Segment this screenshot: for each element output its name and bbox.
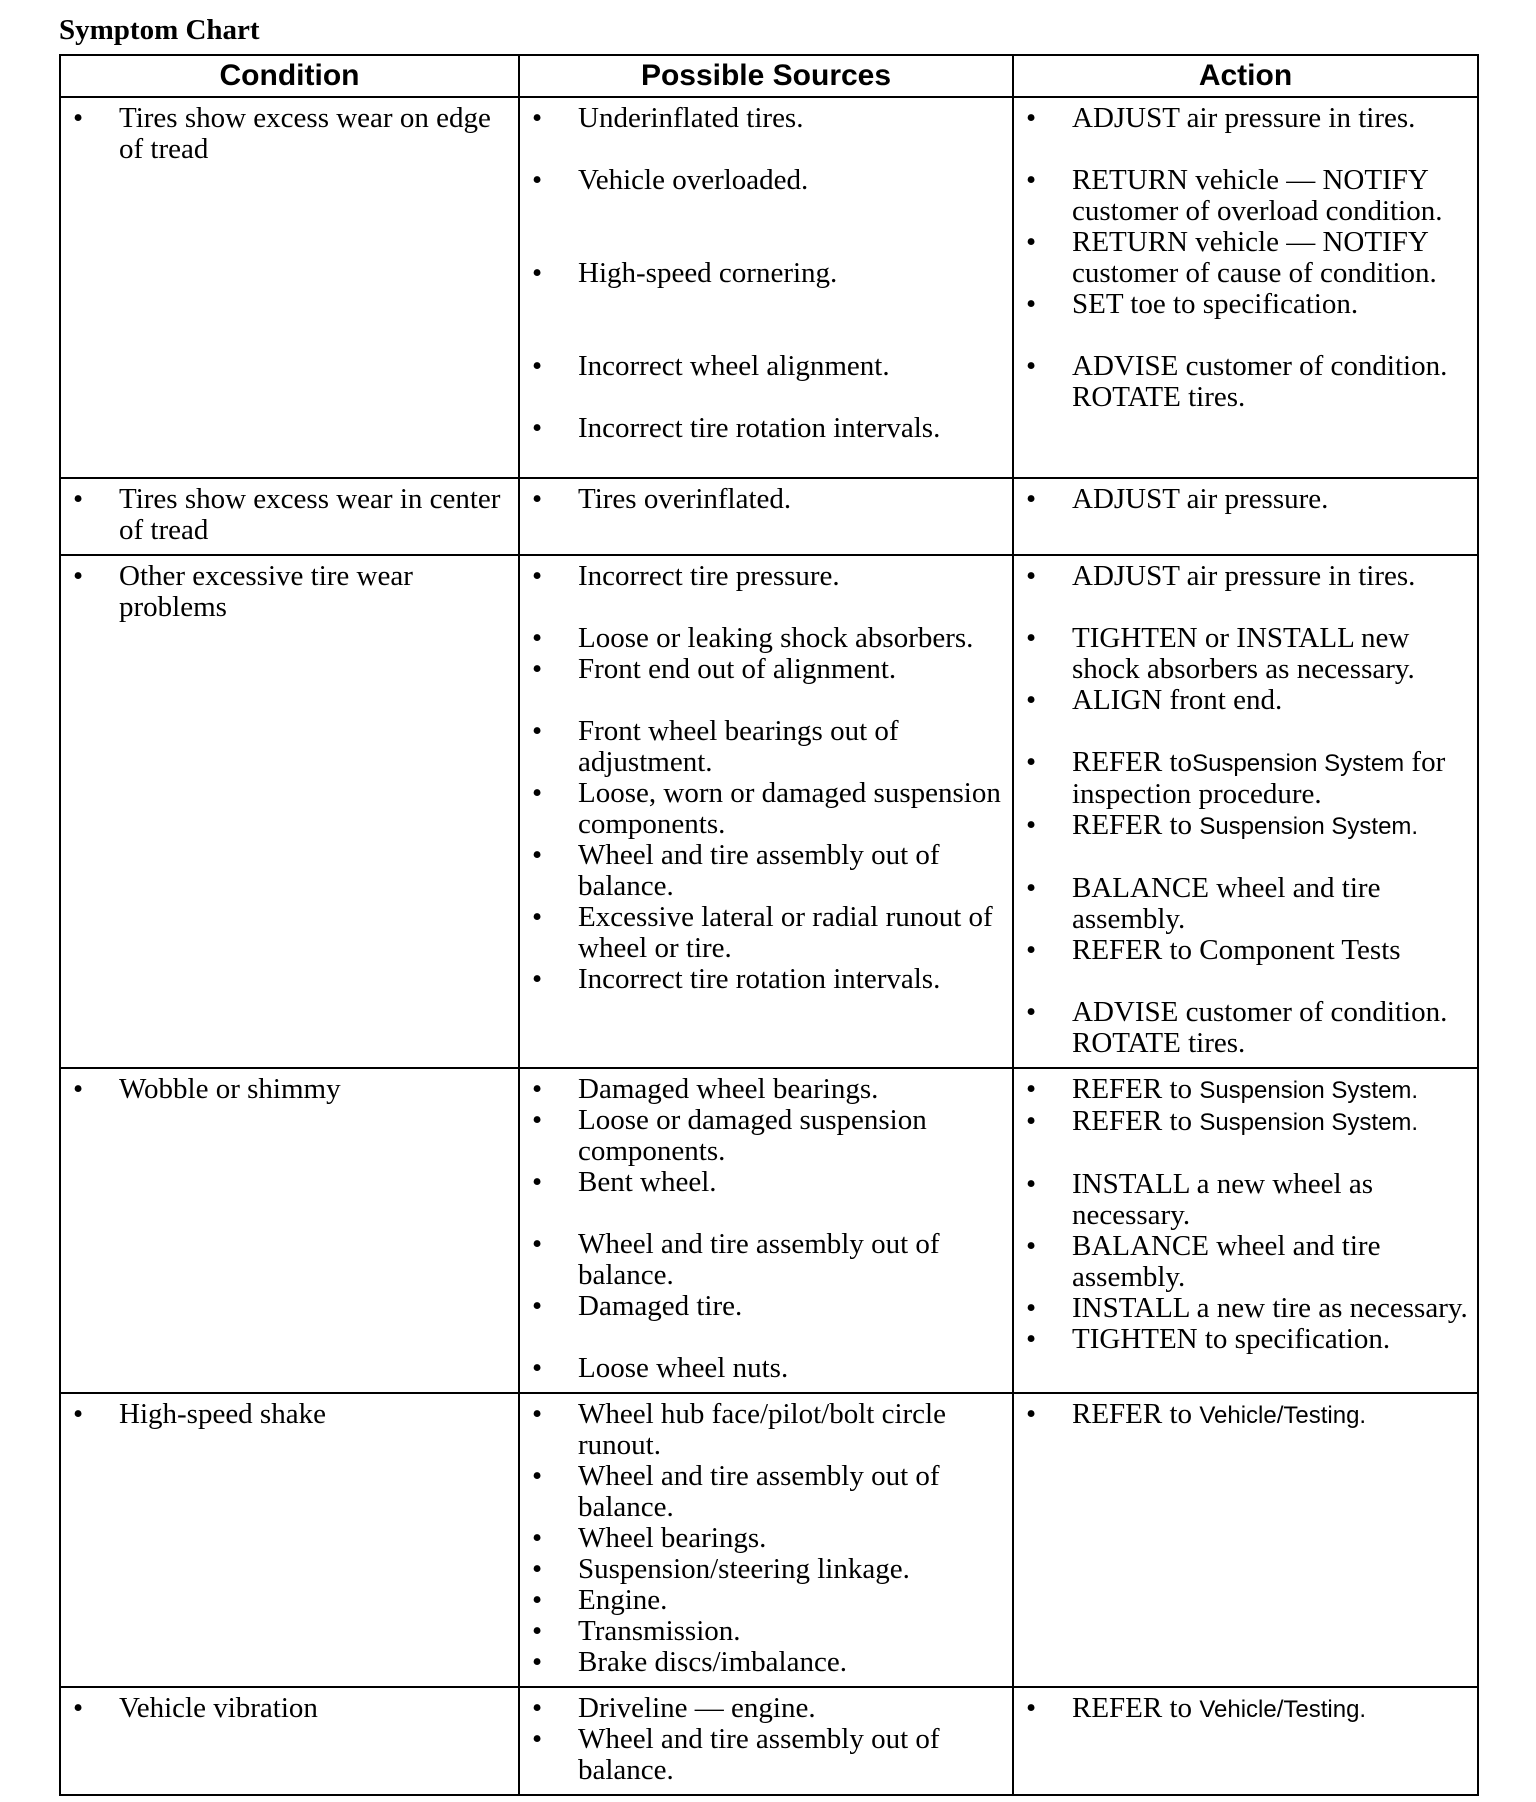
source-item: • Damaged tire. [532, 1291, 1004, 1322]
action-text: REFER to [1072, 1692, 1193, 1724]
sources-cell [519, 478, 1013, 555]
action-item: • INSTALL a new wheel as necessary. [1026, 1169, 1469, 1231]
action-cell [1013, 1393, 1478, 1687]
action-text: REFER to [1072, 1105, 1193, 1137]
condition-cell [60, 1393, 519, 1687]
source-item: • Loose, worn or damaged suspension components. [532, 778, 1004, 840]
table-row [60, 555, 1478, 1068]
action-item: • ADJUST air pressure in tires. [1026, 103, 1469, 134]
action-cell [1013, 97, 1478, 478]
action-cell [1013, 1687, 1478, 1795]
suspension-system-reference: Suspension System. [1199, 1077, 1419, 1104]
condition-cell [60, 478, 519, 555]
vehicle-testing-reference: Vehicle/Testing. [1199, 1402, 1367, 1429]
source-item: • Loose wheel nuts. [532, 1353, 1004, 1384]
table-row [60, 1068, 1478, 1393]
source-item: • Wheel and tire assembly out of balance. [532, 1461, 1004, 1523]
action-item: • ADJUST air pressure in tires. [1026, 561, 1469, 592]
sources-cell [519, 97, 1013, 478]
condition-item: • Vehicle vibration [73, 1693, 510, 1724]
source-item: • Tires overinflated. [532, 484, 1004, 515]
action-item [1026, 747, 1469, 810]
condition-cell [60, 1068, 519, 1393]
action-text: for inspection procedure. [1072, 746, 1446, 810]
suspension-system-reference: Suspension System. [1199, 1109, 1419, 1136]
source-item: • Wheel hub face/pilot/bolt circle runout. [532, 1399, 1004, 1461]
source-item: • High-speed cornering. [532, 258, 1004, 289]
suspension-system-reference: Suspension System [1192, 750, 1405, 777]
action-item: • SET toe to specification. [1026, 289, 1469, 320]
source-item: • Transmission. [532, 1616, 1004, 1647]
source-item: • Engine. [532, 1585, 1004, 1616]
table-row [60, 97, 1478, 478]
header-condition: Condition [60, 55, 519, 97]
source-item: • Damaged wheel bearings. [532, 1074, 1004, 1105]
source-item: • Bent wheel. [532, 1167, 1004, 1198]
source-item: • Vehicle overloaded. [532, 165, 1004, 196]
condition-item: • Tires show excess wear on edge of tread [73, 103, 510, 165]
source-item: • Loose or damaged suspension components. [532, 1105, 1004, 1167]
header-possible-sources: Possible Sources [519, 55, 1013, 97]
action-cell [1013, 1068, 1478, 1393]
source-item: • Loose or leaking shock absorbers. [532, 623, 1004, 654]
source-item: • Incorrect wheel alignment. [532, 351, 1004, 382]
source-item: • Incorrect tire rotation intervals. [532, 964, 1004, 995]
suspension-system-reference: Suspension System. [1199, 813, 1419, 840]
action-item [1026, 1693, 1469, 1725]
action-item [1026, 1399, 1469, 1431]
action-text: REFER to [1072, 1073, 1193, 1105]
source-item: • Suspension/steering linkage. [532, 1554, 1004, 1585]
action-text: REFER to [1072, 746, 1193, 778]
table-header-row [60, 55, 1478, 97]
condition-cell [60, 555, 519, 1068]
action-cell [1013, 555, 1478, 1068]
sources-cell [519, 1687, 1013, 1795]
source-item: • Wheel and tire assembly out of balance. [532, 1724, 1004, 1786]
condition-item: • Tires show excess wear in center of tread [73, 484, 510, 546]
source-item: • Incorrect tire pressure. [532, 561, 1004, 592]
action-item: • RETURN vehicle — NOTIFY customer of cause of condition. [1026, 227, 1469, 289]
table-row [60, 478, 1478, 555]
condition-item: • High-speed shake [73, 1399, 510, 1430]
action-item: • ALIGN front end. [1026, 685, 1469, 716]
source-item: • Front end out of alignment. [532, 654, 1004, 685]
condition-item: • Wobble or shimmy [73, 1074, 510, 1105]
condition-cell [60, 1687, 519, 1795]
source-item: • Driveline — engine. [532, 1693, 1004, 1724]
table-row [60, 1687, 1478, 1795]
action-item [1026, 810, 1469, 842]
action-item: • RETURN vehicle — NOTIFY customer of overload condition. [1026, 165, 1469, 227]
sources-cell [519, 555, 1013, 1068]
source-item: • Brake discs/imbalance. [532, 1647, 1004, 1678]
action-item: • TIGHTEN or INSTALL new shock absorbers as necessary. [1026, 623, 1469, 685]
vehicle-testing-reference: Vehicle/Testing. [1199, 1696, 1367, 1723]
action-item: • BALANCE wheel and tire assembly. [1026, 1231, 1469, 1293]
source-item: • Wheel and tire assembly out of balance. [532, 1229, 1004, 1291]
source-item: • Front wheel bearings out of adjustment. [532, 716, 1004, 778]
source-item: • Excessive lateral or radial runout of wheel or tire. [532, 902, 1004, 964]
condition-item: • Other excessive tire wear problems [73, 561, 510, 623]
action-text: REFER to [1072, 1398, 1193, 1430]
document-title: Symptom Chart [59, 14, 260, 46]
action-cell [1013, 478, 1478, 555]
action-item: • REFER to Component Tests [1026, 935, 1469, 966]
source-item: • Incorrect tire rotation intervals. [532, 413, 1004, 444]
source-item: • Wheel bearings. [532, 1523, 1004, 1554]
action-item [1026, 1074, 1469, 1106]
action-item: • ADVISE customer of condition. ROTATE tires. [1026, 351, 1469, 413]
source-item: • Underinflated tires. [532, 103, 1004, 134]
action-text: REFER to [1072, 809, 1193, 841]
condition-cell [60, 97, 519, 478]
action-item: • TIGHTEN to specification. [1026, 1324, 1469, 1355]
action-item: • INSTALL a new tire as necessary. [1026, 1293, 1469, 1324]
sources-cell [519, 1068, 1013, 1393]
source-item: • Wheel and tire assembly out of balance. [532, 840, 1004, 902]
action-item: • ADVISE customer of condition. ROTATE tires. [1026, 997, 1469, 1059]
symptom-chart-table [59, 54, 1479, 1796]
action-item [1026, 1106, 1469, 1138]
sources-cell [519, 1393, 1013, 1687]
header-action: Action [1013, 55, 1478, 97]
action-item: • BALANCE wheel and tire assembly. [1026, 873, 1469, 935]
table-row [60, 1393, 1478, 1687]
action-item: • ADJUST air pressure. [1026, 484, 1469, 515]
